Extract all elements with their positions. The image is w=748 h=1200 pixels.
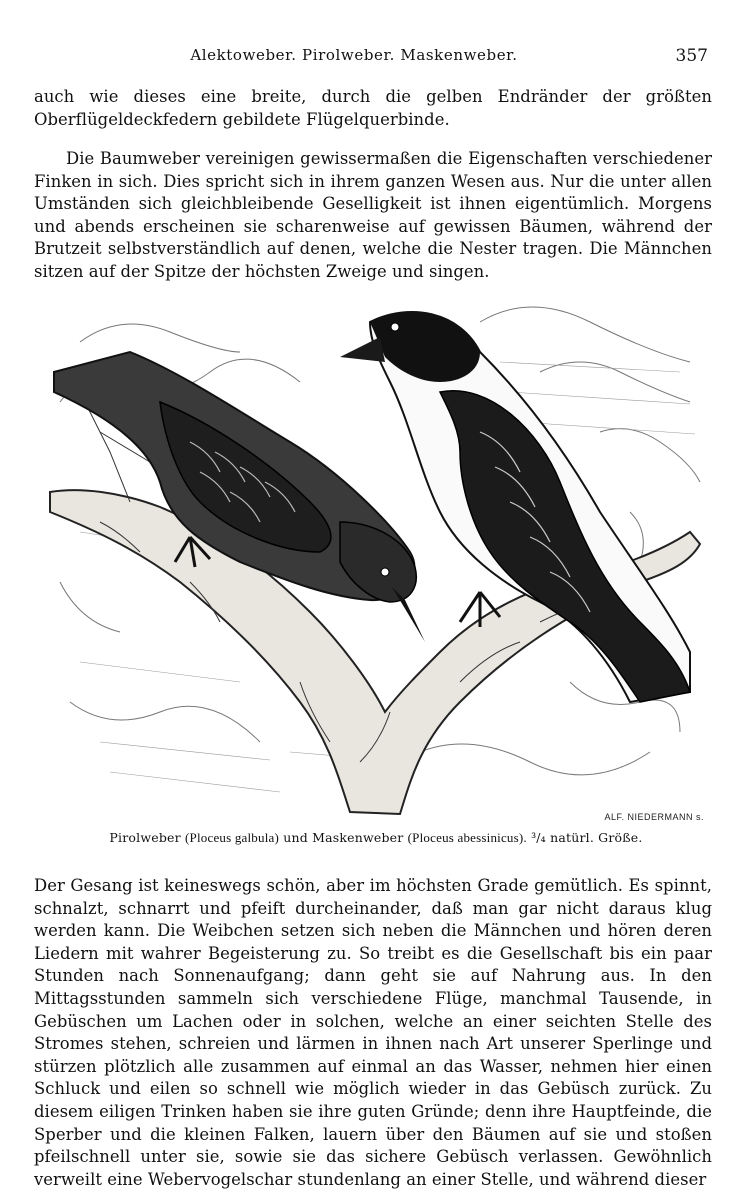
artist-signature: ALF. NIEDERMANN s. [604, 812, 704, 822]
caption-scale: ³/₄ natürl. Größe. [531, 830, 643, 845]
page-number: 357 [675, 46, 708, 66]
caption-name-1: Pirolweber [109, 830, 181, 845]
caption-und: und [283, 830, 308, 845]
paragraph-baumweber: Die Baumweber vereinigen gewissermaßen die Eigenschaften verschiedener Finken in sich. Dies spricht sich in ihrem ganzen Wesen aus. Nur die unter allen Umständen sich gleichbleibende Geselligkeit ist ihnen eigentümlich. Morgens und abends erscheinen sie scharenweise auf gewissen Bäumen, während der Brutzeit selbstverständlich auf denen, welche die Nester tragen. Die Männchen sitzen auf der Spitze der höchsten Zweige und singen. [34, 149, 712, 281]
bird-illustration [40, 282, 712, 826]
caption-latin-1: (Ploceus galbula) [185, 830, 280, 845]
caption-name-2: Maskenweber [312, 830, 404, 845]
caption-latin-2: (Ploceus abessinicus). [407, 830, 527, 845]
paragraph-gesang: Der Gesang ist keineswegs schön, aber im höchsten Grade gemütlich. Es spinnt, schnalzt, schnarrt und pfeift durcheinander, daß man gar nicht daraus klug werden kann. Die Weibchen setzen sich neben die Männchen und hören deren Liedern mit wahrer Begeisterung zu. So treibt es die Gesellschaft bis ein paar Stunden nach Sonnenaufgang; dann geht sie auf Nahrung aus. In den Mittagsstunden sammeln sich verschiedene Flüge, manchmal Tausende, in Gebüschen um Lachen oder in solchen, welche an einer seichten Stelle des Stromes stehen, schreien und lärmen in ihnen nach Art unserer Sperlinge und stürzen plötzlich alle zusammen auf einmal an das Wasser, nehmen hier einen Schluck und eilen so schnell wie möglich wieder in das Gebüsch zurück. Zu diesem eiligen Trinken haben sie ihre guten Gründe; denn ihre Hauptfeinde, die Sperber und die kleinen Falken, lauern über den Bäumen auf sie und stoßen pfeilschnell unter sie, sowie sie das sichere Gebüsch verlassen. Gewöhnlich verweilt eine Webervogelschar stundenlang an einer Stelle, und während dieser [34, 876, 712, 1189]
paragraph-continuation: auch wie dieses eine breite, durch die gelben Endränder der größten Oberflügeldeckfedern gebildete Flügelquerbinde. [34, 87, 712, 129]
running-head: Alektoweber. Pirolweber. Maskenweber. [190, 46, 518, 64]
figure-caption [40, 830, 712, 846]
